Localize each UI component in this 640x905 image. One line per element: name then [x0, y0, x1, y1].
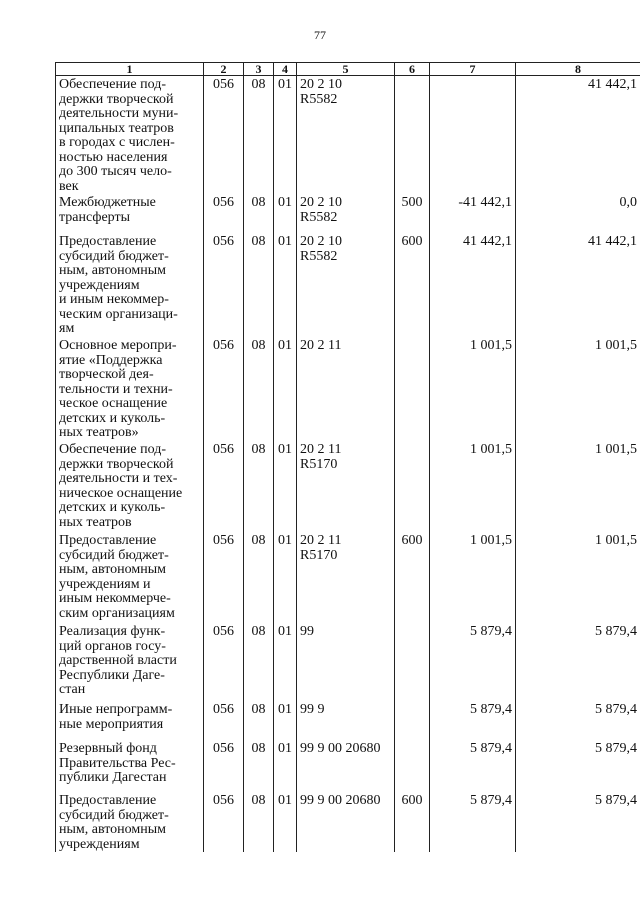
row-section: 08: [244, 623, 274, 701]
row-expense-type: [395, 337, 430, 441]
row-total-amount: 1 001,5: [516, 337, 640, 441]
row-subsection: 01: [274, 337, 297, 441]
row-name: Обеспечение под- держки творческой деятельности и тех- ническое оснащение детских и куколь- ных театров: [56, 441, 204, 532]
row-total-amount: 1 001,5: [516, 532, 640, 623]
table-row: [56, 76, 640, 195]
row-subsection: 01: [274, 532, 297, 623]
row-subsection: 01: [274, 792, 297, 852]
row-target-code: 20 2 10 R5582: [297, 233, 395, 337]
row-target-code: 20 2 10 R5582: [297, 194, 395, 233]
row-total-amount: 41 442,1: [516, 76, 640, 195]
row-ministry-code: 056: [204, 740, 244, 792]
row-target-code: 20 2 11 R5170: [297, 441, 395, 532]
row-total-amount: 0,0: [516, 194, 640, 233]
row-subsection: 01: [274, 233, 297, 337]
table-row: [56, 233, 640, 337]
row-name: Обеспечение под- держки творческой деятельности муни- ципальных театров в городах с числен- ностью населения до 300 тысяч чело- век: [56, 76, 204, 195]
row-name: Резервный фонд Правительства Рес- публики Дагестан: [56, 740, 204, 792]
row-expense-type: 600: [395, 233, 430, 337]
row-ministry-code: 056: [204, 337, 244, 441]
row-name: Межбюджетные трансферты: [56, 194, 204, 233]
row-expense-type: [395, 740, 430, 792]
row-section: 08: [244, 233, 274, 337]
row-name: Предоставление субсидий бюджет- ным, автономным учреждениям и иным некоммерче- ским организациям: [56, 532, 204, 623]
row-name: Основное меропри- ятие «Поддержка творческой дея- тельности и техни- ческое оснащение детских и куколь- ных театров»: [56, 337, 204, 441]
row-ministry-code: 056: [204, 701, 244, 740]
row-target-code: 20 2 11: [297, 337, 395, 441]
row-change-amount: -41 442,1: [430, 194, 516, 233]
header-col-4: 4: [274, 63, 297, 76]
table-row: [56, 701, 640, 740]
row-ministry-code: 056: [204, 623, 244, 701]
row-change-amount: 5 879,4: [430, 792, 516, 852]
table-row: [56, 441, 640, 532]
row-section: 08: [244, 701, 274, 740]
row-expense-type: 500: [395, 194, 430, 233]
row-change-amount: 5 879,4: [430, 623, 516, 701]
row-target-code: 20 2 11 R5170: [297, 532, 395, 623]
row-change-amount: [430, 76, 516, 195]
header-row: [56, 63, 640, 76]
row-target-code: 20 2 10 R5582: [297, 76, 395, 195]
header-col-7: 7: [430, 63, 516, 76]
row-name: Иные непрограмм- ные мероприятия: [56, 701, 204, 740]
row-ministry-code: 056: [204, 441, 244, 532]
row-target-code: 99 9 00 20680: [297, 792, 395, 852]
header-col-3: 3: [244, 63, 274, 76]
row-expense-type: 600: [395, 792, 430, 852]
row-section: 08: [244, 740, 274, 792]
table-row: [56, 194, 640, 233]
header-col-5: 5: [297, 63, 395, 76]
row-change-amount: 1 001,5: [430, 337, 516, 441]
table-row: [56, 623, 640, 701]
header-col-8: 8: [516, 63, 640, 76]
page-number: 77: [314, 28, 326, 42]
header-col-2: 2: [204, 63, 244, 76]
table-row: [56, 792, 640, 852]
row-name: Предоставление субсидий бюджет- ным, автономным учреждениям: [56, 792, 204, 852]
row-target-code: 99 9 00 20680: [297, 740, 395, 792]
row-ministry-code: 056: [204, 532, 244, 623]
row-ministry-code: 056: [204, 233, 244, 337]
row-name: Предоставление субсидий бюджет- ным, автономным учреждениям и иным некоммер- ческим организаци- ям: [56, 233, 204, 337]
row-total-amount: 5 879,4: [516, 740, 640, 792]
row-target-code: 99 9: [297, 701, 395, 740]
row-change-amount: 1 001,5: [430, 441, 516, 532]
header-col-1: 1: [56, 63, 204, 76]
table-row: [56, 337, 640, 441]
row-section: 08: [244, 532, 274, 623]
row-name: Реализация функ- ций органов госу- дарственной власти Республики Даге- стан: [56, 623, 204, 701]
row-section: 08: [244, 76, 274, 195]
row-change-amount: 41 442,1: [430, 233, 516, 337]
row-section: 08: [244, 337, 274, 441]
row-expense-type: [395, 441, 430, 532]
row-expense-type: [395, 623, 430, 701]
row-change-amount: 5 879,4: [430, 740, 516, 792]
row-ministry-code: 056: [204, 194, 244, 233]
row-section: 08: [244, 792, 274, 852]
row-total-amount: 5 879,4: [516, 792, 640, 852]
row-change-amount: 5 879,4: [430, 701, 516, 740]
row-subsection: 01: [274, 441, 297, 532]
row-ministry-code: 056: [204, 792, 244, 852]
row-section: 08: [244, 441, 274, 532]
row-change-amount: 1 001,5: [430, 532, 516, 623]
row-ministry-code: 056: [204, 76, 244, 195]
row-total-amount: 41 442,1: [516, 233, 640, 337]
row-subsection: 01: [274, 740, 297, 792]
row-total-amount: 1 001,5: [516, 441, 640, 532]
row-expense-type: [395, 76, 430, 195]
row-total-amount: 5 879,4: [516, 623, 640, 701]
table-row: [56, 740, 640, 792]
row-expense-type: 600: [395, 532, 430, 623]
row-subsection: 01: [274, 76, 297, 195]
header-col-6: 6: [395, 63, 430, 76]
row-subsection: 01: [274, 194, 297, 233]
row-subsection: 01: [274, 701, 297, 740]
row-target-code: 99: [297, 623, 395, 701]
budget-table: [55, 62, 640, 852]
row-section: 08: [244, 194, 274, 233]
row-total-amount: 5 879,4: [516, 701, 640, 740]
row-expense-type: [395, 701, 430, 740]
table-row: [56, 532, 640, 623]
row-subsection: 01: [274, 623, 297, 701]
